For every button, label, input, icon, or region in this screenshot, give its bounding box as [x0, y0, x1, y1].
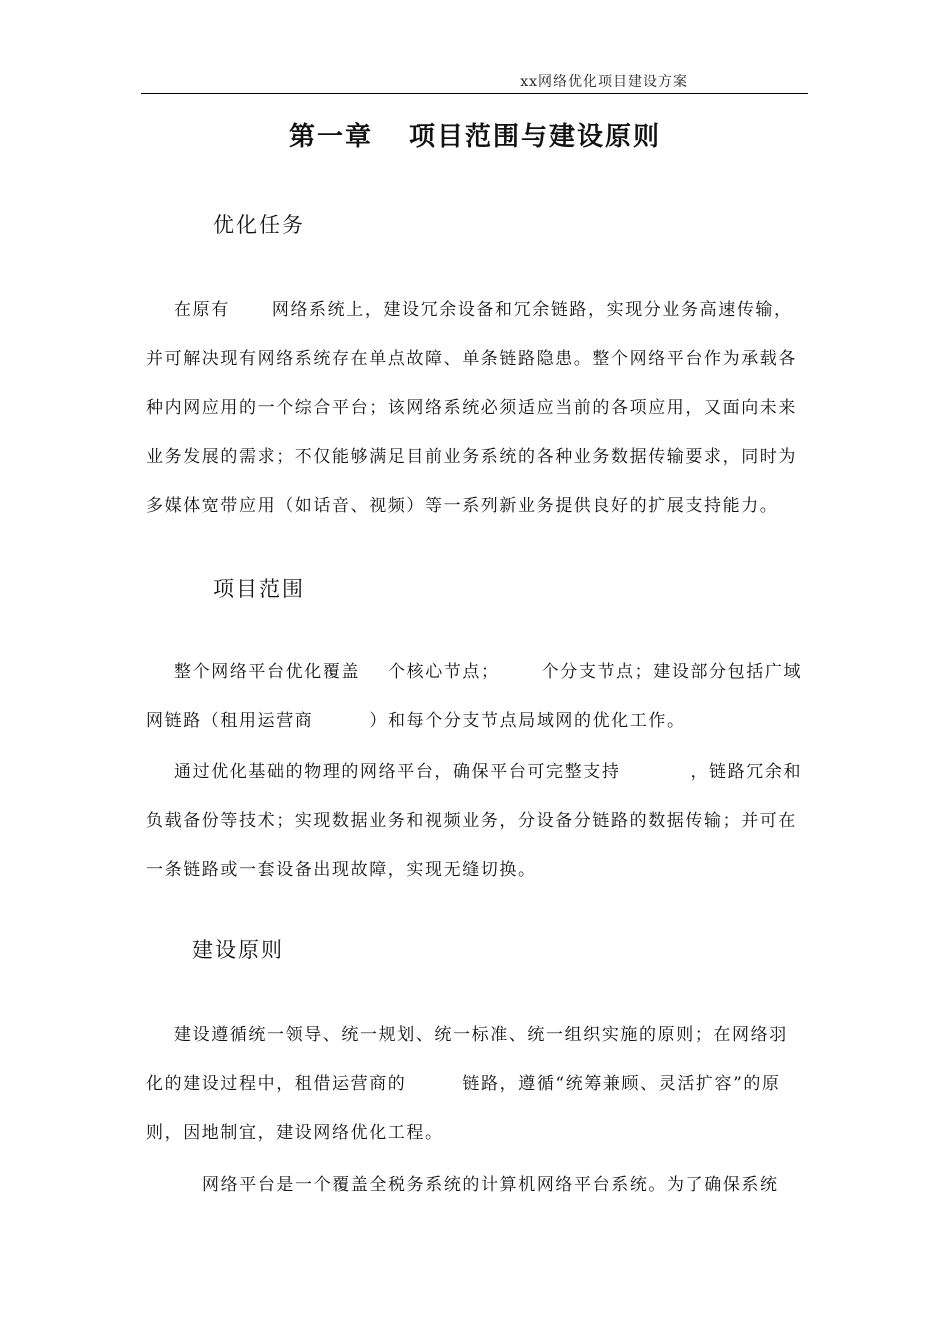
chapter-name: 项目范围与建设原则 — [409, 122, 662, 152]
chapter-title — [0, 116, 950, 153]
text-line: 业务发展的需求；不仅能够满足目前业务系统的各种业务数据传输要求，同时为 — [146, 447, 797, 467]
paragraph-construction-principles-2 — [146, 1173, 810, 1222]
paragraph-optimization-task — [146, 298, 810, 543]
text-line: 化的建设过程中，租借运营商的 链路，遵循“统筹兼顾、灵活扩容”的原 — [146, 1074, 781, 1094]
text-line: 通过优化基础的物理的网络平台，确保平台可完整支持 ，链路冗余和 — [146, 762, 803, 782]
section-heading-optimization-task: 优化任务 — [213, 213, 305, 237]
section-heading-project-scope: 项目范围 — [213, 577, 305, 601]
text-line: 种内网应用的一个综合平台；该网络系统必须适应当前的各项应用，又面向未来 — [146, 398, 797, 418]
section-heading-construction-principles: 建设原则 — [192, 938, 284, 962]
paragraph-project-scope-2 — [146, 760, 810, 907]
text-line: 建设遵循统一领导、统一规划、统一标准、统一组织实施的原则；在网络羽 — [146, 1025, 788, 1045]
header-divider — [141, 93, 808, 94]
text-line: 整个网络平台优化覆盖 个核心节点； 个分支节点；建设部分包括广域 — [146, 662, 803, 682]
running-header: xx网络优化项目建设方案 — [520, 74, 688, 90]
chapter-number: 第一章 — [288, 122, 373, 152]
paragraph-construction-principles-1 — [146, 1023, 810, 1170]
text-line: 并可解决现有网络系统存在单点故障、单条链路隐患。整个网络平台作为承载各 — [146, 349, 797, 369]
text-line: 负载备份等技术；实现数据业务和视频业务，分设备分链路的数据传输；并可在 — [146, 811, 797, 831]
text-line: 则，因地制宜，建设网络优化工程。 — [146, 1123, 444, 1143]
text-line: 多媒体宽带应用（如话音、视频）等一系列新业务提供良好的扩展支持能力。 — [146, 496, 779, 516]
text-line: 网链路（租用运营商 ）和每个分支节点局域网的优化工作。 — [146, 711, 686, 731]
text-line: 网络平台是一个覆盖全税务系统的计算机网络平台系统。为了确保系统 — [146, 1175, 779, 1195]
text-line: 一条链路或一套设备出现故障，实现无缝切换。 — [146, 860, 537, 880]
text-line: 在原有 网络系统上，建设冗余设备和冗余链路，实现分业务高速传输， — [146, 300, 793, 320]
paragraph-project-scope-1 — [146, 660, 810, 758]
